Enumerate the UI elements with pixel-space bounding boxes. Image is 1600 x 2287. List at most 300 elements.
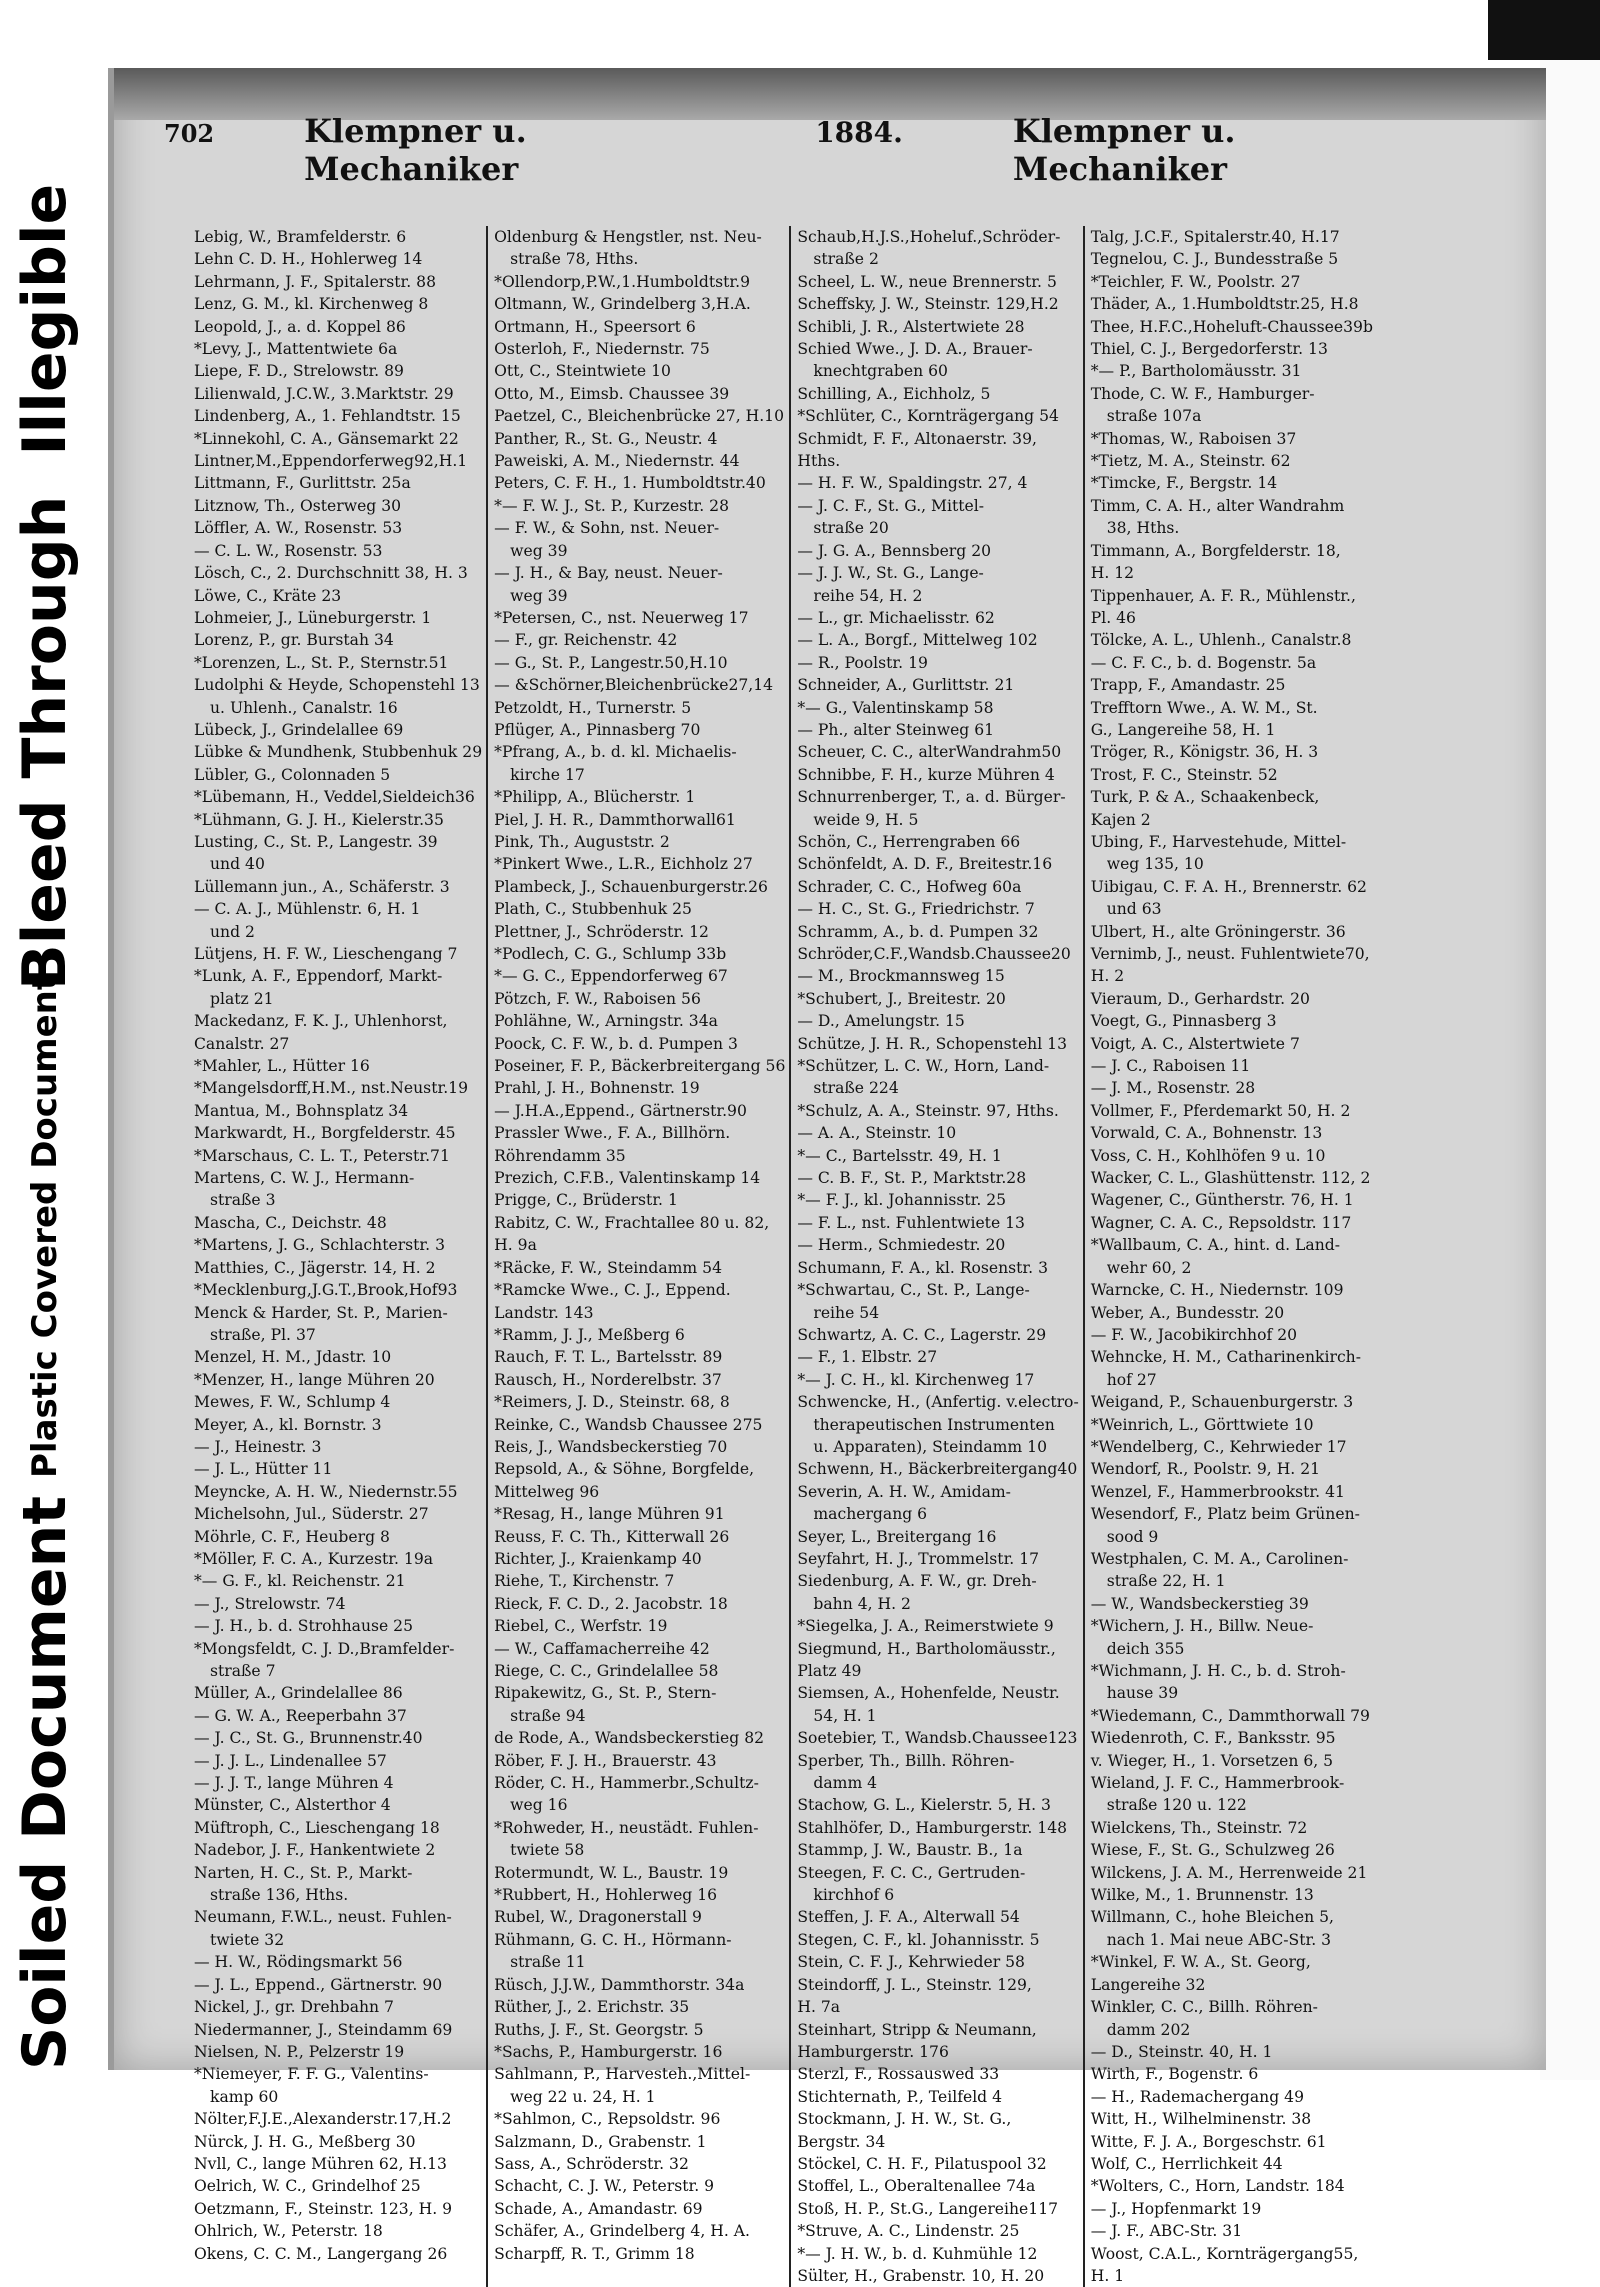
directory-entry: Talg, J.C.F., Spitalerstr.40, H.17 bbox=[1090, 228, 1340, 246]
directory-entry: Plettner, J., Schröderstr. 12 bbox=[494, 922, 709, 941]
directory-entry: Nölter,F.J.E.,Alexanderstr.17,H.2 bbox=[194, 2110, 452, 2129]
directory-entry: *Levy, J., Mattentwiete 6a bbox=[194, 340, 398, 359]
directory-entry: *Thomas, W., Raboisen 37 bbox=[1090, 429, 1297, 448]
directory-entry: Wacker, C. L., Glashüttenstr. 112, 2 bbox=[1090, 1169, 1371, 1188]
directory-entry: *Wendelberg, C., Kehrwieder 17 bbox=[1090, 1437, 1347, 1456]
directory-entry: Stachow, G. L., Kielerstr. 5, H. 3 bbox=[797, 1796, 1051, 1815]
directory-entry: Sterzl, F., Rossauswed 33 bbox=[797, 2065, 1000, 2084]
directory-entry: Lebig, W., Bramfelderstr. 6 bbox=[194, 228, 407, 246]
directory-entry: Lindenberg, A., 1. Fehlandtstr. 15 bbox=[194, 407, 461, 426]
directory-entry: *— C., Bartelsstr. 49, H. 1 bbox=[797, 1146, 1002, 1165]
directory-entry: — D., Steinstr. 40, H. 1 bbox=[1090, 2042, 1273, 2061]
directory-entry: *— G. C., Eppendorferweg 67 bbox=[494, 967, 728, 986]
directory-entry: — F. W., & Sohn, nst. Neuer- bbox=[494, 519, 720, 538]
directory-entry: Schrader, C. C., Hofweg 60a bbox=[797, 877, 1022, 896]
directory-entry: Nielsen, N. P., Pelzerstr 19 bbox=[194, 2042, 405, 2061]
directory-entry: Peters, C. F. H., 1. Humboldtstr.40 bbox=[494, 474, 766, 493]
directory-entry: Wendorf, R., Poolstr. 9, H. 21 bbox=[1090, 1460, 1321, 1479]
directory-entry: *— F. W. J., St. P., Kurzestr. 28 bbox=[494, 496, 729, 515]
directory-entry: straße 2 bbox=[813, 250, 879, 269]
directory-entry: Petzoldt, H., Turnerstr. 5 bbox=[494, 698, 692, 717]
directory-entry: Lübler, G., Colonnaden 5 bbox=[194, 765, 391, 784]
directory-entry: *Schlüter, C., Kornträgergang 54 bbox=[797, 407, 1059, 426]
directory-entry: knechtgraben 60 bbox=[813, 362, 948, 381]
directory-entry: Lorenz, P., gr. Burstah 34 bbox=[194, 631, 394, 650]
directory-entry: *Marschaus, C. L. T., Peterstr.71 bbox=[194, 1146, 450, 1165]
directory-entry: Stöckel, C. H. F., Pilatuspool 32 bbox=[797, 2154, 1047, 2173]
directory-entry: — H. F. W., Spaldingstr. 27, 4 bbox=[797, 474, 1028, 493]
directory-entry: Wiedenroth, C. F., Banksstr. 95 bbox=[1090, 1729, 1336, 1748]
directory-entry: *Lühmann, G. J. H., Kielerstr.35 bbox=[194, 810, 444, 829]
directory-entry: Markwardt, H., Borgfelderstr. 45 bbox=[194, 1124, 456, 1143]
directory-entry: *— G., Valentinskamp 58 bbox=[797, 698, 994, 717]
directory-entry: Woost, C.A.L., Kornträgergang55, bbox=[1090, 2244, 1359, 2263]
directory-entry: Tegnelou, C. J., Bundesstraße 5 bbox=[1090, 250, 1339, 269]
directory-entry: Trefftorn Wwe., A. W. M., St. bbox=[1090, 698, 1318, 717]
directory-entry: — C. L. W., Rosenstr. 53 bbox=[194, 541, 383, 560]
directory-entry: Winkler, C. C., Billh. Röhren- bbox=[1090, 1998, 1318, 2017]
directory-entry: Meyncke, A. H. W., Niedernstr.55 bbox=[194, 1482, 458, 1501]
directory-entry: Oldenburg & Hengstler, nst. Neu- bbox=[494, 228, 762, 246]
soiled-document-label: Soiled Document bbox=[10, 1495, 80, 2070]
directory-entry: kamp 60 bbox=[210, 2087, 279, 2106]
directory-entry: Rauch, F. T. L., Bartelsstr. 89 bbox=[494, 1348, 723, 1367]
directory-entry: *Siegelka, J. A., Reimerstwiete 9 bbox=[797, 1617, 1054, 1636]
directory-entry: Willmann, C., hohe Bleichen 5, bbox=[1090, 1908, 1334, 1927]
directory-entry: *Sachs, P., Hamburgerstr. 16 bbox=[494, 2042, 723, 2061]
directory-entry: *Sahlmon, C., Repsoldstr. 96 bbox=[494, 2110, 721, 2129]
directory-entry: hof 27 bbox=[1106, 1370, 1157, 1389]
directory-entry: Wagener, C., Güntherstr. 76, H. 1 bbox=[1090, 1191, 1354, 1210]
directory-entry: Oltmann, W., Grindelberg 3,H.A. bbox=[494, 295, 751, 314]
directory-entry: Hths. bbox=[797, 452, 841, 471]
directory-entry: Stoffel, L., Oberaltenallee 74a bbox=[797, 2177, 1036, 2196]
directory-entry: *Wallbaum, C. A., hint. d. Land- bbox=[1090, 1236, 1340, 1255]
directory-entry: Voigt, A. C., Alstertwiete 7 bbox=[1090, 1034, 1300, 1053]
directory-entry: Severin, A. H. W., Amidam- bbox=[797, 1482, 1011, 1501]
directory-entry: — J., Strelowstr. 74 bbox=[194, 1594, 346, 1613]
directory-entry: — &Schörner,Bleichenbrücke27,14 bbox=[494, 676, 774, 695]
directory-entry: — L., gr. Michaelisstr. 62 bbox=[797, 608, 995, 627]
directory-entry: Schacht, C. J. W., Peterstr. 9 bbox=[494, 2177, 715, 2196]
directory-entry: *Martens, J. G., Schlachterstr. 3 bbox=[194, 1236, 446, 1255]
directory-entry: — W., Caffamacherreihe 42 bbox=[494, 1639, 710, 1658]
directory-entry: Liepe, F. D., Strelowstr. 89 bbox=[194, 362, 404, 381]
directory-entry: Rabitz, C. W., Frachtallee 80 u. 82, bbox=[494, 1213, 770, 1232]
directory-entry: — H. W., Rödingsmarkt 56 bbox=[194, 1953, 403, 1972]
column-3 bbox=[797, 226, 1084, 2287]
column-2 bbox=[494, 226, 791, 2287]
directory-entry: Narten, H. C., St. P., Markt- bbox=[194, 1863, 413, 1882]
directory-entry: wehr 60, 2 bbox=[1106, 1258, 1192, 1277]
directory-entry: Pink, Th., Auguststr. 2 bbox=[494, 832, 670, 851]
directory-entry: Paetzel, C., Bleichenbrücke 27, H.10 bbox=[494, 407, 785, 426]
directory-entry: Rubel, W., Dragonerstall 9 bbox=[494, 1908, 702, 1927]
directory-entry: twiete 32 bbox=[210, 1930, 285, 1949]
directory-entry: Rüther, J., 2. Erichstr. 35 bbox=[494, 1998, 690, 2017]
directory-entry: *Lunk, A. F., Eppendorf, Markt- bbox=[194, 967, 443, 986]
directory-entry: Rieck, F. C. D., 2. Jacobstr. 18 bbox=[494, 1594, 728, 1613]
directory-entry: H. 1 bbox=[1090, 2266, 1125, 2285]
directory-entry: Sass, A., Schröderstr. 32 bbox=[494, 2154, 689, 2173]
directory-entry: Wesendorf, F., Platz beim Grünen- bbox=[1090, 1505, 1360, 1524]
directory-entry: *Tietz, M. A., Steinstr. 62 bbox=[1090, 452, 1291, 471]
directory-entry: H. 7a bbox=[797, 1998, 841, 2017]
directory-entry: Reuss, F. C. Th., Kitterwall 26 bbox=[494, 1527, 730, 1546]
directory-entry: Lehn C. D. H., Hohlerweg 14 bbox=[194, 250, 423, 269]
directory-entry: kirche 17 bbox=[510, 765, 585, 784]
directory-entry: Lintner,M.,Eppendorferweg92,H.1 bbox=[194, 452, 468, 471]
directory-entry: Müller, A., Grindelallee 86 bbox=[194, 1684, 403, 1703]
section-title-right: Klempner u. Mechaniker bbox=[1012, 112, 1236, 188]
directory-entry: Schibli, J. R., Alstertwiete 28 bbox=[797, 317, 1025, 336]
directory-entry: Löffler, A. W., Rosenstr. 53 bbox=[194, 519, 403, 538]
directory-entry: *— F. J., kl. Johannisstr. 25 bbox=[797, 1191, 1007, 1210]
directory-entry: weg 39 bbox=[510, 541, 568, 560]
directory-entry: Lusting, C., St. P., Langestr. 39 bbox=[194, 832, 438, 851]
directory-entry: Thode, C. W. F., Hamburger- bbox=[1090, 384, 1315, 403]
directory-entry: *Menzer, H., lange Mühren 20 bbox=[194, 1370, 435, 1389]
directory-entry: Mascha, C., Deichstr. 48 bbox=[194, 1213, 387, 1232]
directory-entry: Meyer, A., kl. Bornstr. 3 bbox=[194, 1415, 382, 1434]
directory-entry: Schmidt, F. F., Altonaerstr. 39, bbox=[797, 429, 1037, 448]
directory-entry: Lüllemann jun., A., Schäferstr. 3 bbox=[194, 877, 450, 896]
directory-entry: Repsold, A., & Söhne, Borgfelde, bbox=[494, 1460, 755, 1479]
directory-entry: Voss, C. H., Kohlhöfen 9 u. 10 bbox=[1090, 1146, 1326, 1165]
directory-entry: Schönfeldt, A. D. F., Breitestr.16 bbox=[797, 855, 1053, 874]
directory-entry: Witt, H., Wilhelminenstr. 38 bbox=[1090, 2110, 1312, 2129]
directory-entry: *Petersen, C., nst. Neuerweg 17 bbox=[494, 608, 749, 627]
directory-entry: Timmann, A., Borgfelderstr. 18, bbox=[1090, 541, 1341, 560]
directory-entry: sood 9 bbox=[1106, 1527, 1159, 1546]
directory-entry: Paweiski, A. M., Niedernstr. 44 bbox=[494, 452, 740, 471]
directory-entry: Nadebor, J. F., Hankentwiete 2 bbox=[194, 1841, 436, 1860]
directory-entry: Wielckens, Th., Steinstr. 72 bbox=[1090, 1818, 1308, 1837]
directory-entry: bahn 4, H. 2 bbox=[813, 1594, 911, 1613]
directory-entry: straße 120 u. 122 bbox=[1106, 1796, 1247, 1815]
directory-entry: Oetzmann, F., Steinstr. 123, H. 9 bbox=[194, 2199, 453, 2218]
directory-entry: Soetebier, T., Wandsb.Chaussee123 bbox=[797, 1729, 1078, 1748]
directory-entry: Vieraum, D., Gerhardstr. 20 bbox=[1090, 989, 1310, 1008]
directory-entry: — F. W., Jacobikirchhof 20 bbox=[1090, 1325, 1298, 1344]
directory-entry: Wieland, J. F. C., Hammerbrook- bbox=[1090, 1774, 1345, 1793]
directory-entry: straße 22, H. 1 bbox=[1106, 1572, 1226, 1591]
directory-entry: — C. B. F., St. P., Marktstr.28 bbox=[797, 1169, 1027, 1188]
directory-entry: — H., Rademachergang 49 bbox=[1090, 2087, 1304, 2106]
directory-entry: Osterloh, F., Niedernstr. 75 bbox=[494, 340, 710, 359]
directory-entry: — J. H., b. d. Strohhause 25 bbox=[194, 1617, 414, 1636]
directory-entry: Voegt, G., Pinnasberg 3 bbox=[1090, 1012, 1277, 1031]
directory-entry: Wolf, C., Herrlichkeit 44 bbox=[1090, 2154, 1283, 2173]
directory-entry: *Reimers, J. D., Steinstr. 68, 8 bbox=[494, 1393, 730, 1412]
directory-entry: Tröger, R., Königstr. 36, H. 3 bbox=[1090, 743, 1319, 762]
directory-entry: Siemsen, A., Hohenfelde, Neustr. bbox=[797, 1684, 1060, 1703]
directory-entry: Wenzel, F., Hammerbrookstr. 41 bbox=[1090, 1482, 1345, 1501]
directory-entry: therapeutischen Instrumenten bbox=[813, 1415, 1055, 1434]
directory-entry: Thiel, C. J., Bergedorferstr. 13 bbox=[1090, 340, 1328, 359]
directory-entry: Röder, C. H., Hammerbr.,Schultz- bbox=[494, 1774, 759, 1793]
directory-entry: *Niemeyer, F. F. G., Valentins- bbox=[194, 2065, 429, 2084]
directory-entry: u. Apparaten), Steindamm 10 bbox=[813, 1437, 1047, 1456]
directory-entry: Lenz, G. M., kl. Kirchenweg 8 bbox=[194, 295, 429, 314]
directory-entry: Wehncke, H. M., Catharinenkirch- bbox=[1090, 1348, 1361, 1367]
directory-entry: machergang 6 bbox=[813, 1505, 928, 1524]
directory-entry: Vorwald, C. A., Bohnenstr. 13 bbox=[1090, 1124, 1323, 1143]
directory-entry: Oelrich, W. C., Grindelhof 25 bbox=[194, 2177, 421, 2196]
directory-entry: Ruths, J. F., St. Georgstr. 5 bbox=[494, 2020, 704, 2039]
directory-entry: Schwartz, A. C. C., Lagerstr. 29 bbox=[797, 1325, 1047, 1344]
directory-entry: Uibigau, C. F. A. H., Brennerstr. 62 bbox=[1090, 877, 1367, 896]
directory-entry: — H. C., St. G., Friedrichstr. 7 bbox=[797, 900, 1035, 919]
directory-entry: Seyfahrt, H. J., Trommelstr. 17 bbox=[797, 1549, 1040, 1568]
directory-entry: Stahlhöfer, D., Hamburgerstr. 148 bbox=[797, 1818, 1068, 1837]
illegible-label: Illegible bbox=[10, 183, 80, 456]
directory-entry: Prahl, J. H., Bohnenstr. 19 bbox=[494, 1079, 700, 1098]
directory-entry: Thäder, A., 1.Humboldtstr.25, H.8 bbox=[1090, 295, 1359, 314]
directory-entry: Plath, C., Stubbenhuk 25 bbox=[494, 900, 692, 919]
directory-entry: — J. F., ABC-Str. 31 bbox=[1090, 2222, 1243, 2241]
section-title: Klempner u. Mechaniker bbox=[304, 112, 527, 188]
directory-entry: Lütjens, H. F. W., Lieschengang 7 bbox=[194, 945, 458, 963]
directory-entry: Littmann, F., Gurlittstr. 25a bbox=[194, 474, 411, 493]
directory-entry: Möhrle, C. F., Heuberg 8 bbox=[194, 1527, 390, 1546]
directory-entry: Menzel, H. M., Jdastr. 10 bbox=[194, 1348, 392, 1367]
directory-entry: straße, Pl. 37 bbox=[210, 1325, 316, 1344]
directory-entry: Siegmund, H., Bartholomäusstr., bbox=[797, 1639, 1056, 1658]
directory-entry: — J. J. T., lange Mühren 4 bbox=[194, 1774, 394, 1793]
directory-entry: Litznow, Th., Osterweg 30 bbox=[194, 496, 402, 515]
directory-entry: damm 4 bbox=[813, 1774, 878, 1793]
directory-entry: — R., Poolstr. 19 bbox=[797, 653, 928, 672]
directory-entry: Martens, C. W. J., Hermann- bbox=[194, 1169, 415, 1188]
directory-entry: Poock, C. F. W., b. d. Pumpen 3 bbox=[494, 1034, 738, 1053]
directory-entry: *Schubert, J., Breitestr. 20 bbox=[797, 989, 1006, 1008]
directory-entry: straße 136, Hths. bbox=[210, 1886, 349, 1905]
directory-entry: damm 202 bbox=[1106, 2020, 1191, 2039]
directory-entry: — J. L., Hütter 11 bbox=[194, 1460, 333, 1479]
directory-entry: *Wolters, C., Horn, Landstr. 184 bbox=[1090, 2177, 1345, 2196]
directory-entry: Schnibbe, F. H., kurze Mühren 4 bbox=[797, 765, 1055, 784]
directory-entry: Scheel, L. W., neue Brennerstr. 5 bbox=[797, 272, 1057, 291]
directory-entry: *Schwartau, C., St. P., Lange- bbox=[797, 1281, 1030, 1300]
directory-entry: Bergstr. 34 bbox=[797, 2132, 886, 2151]
directory-entry: Steinhart, Stripp & Neumann, bbox=[797, 2020, 1037, 2039]
directory-entry: — J. J. W., St. G., Lange- bbox=[797, 564, 984, 583]
directory-entry: und 2 bbox=[210, 922, 255, 941]
directory-entry: Schröder,C.F.,Wandsb.Chaussee20 bbox=[797, 945, 1071, 963]
directory-entry: Scheuer, C. C., alterWandrahm50 bbox=[797, 743, 1062, 762]
directory-entry: *Wiedemann, C., Dammthorwall 79 bbox=[1090, 1706, 1370, 1725]
directory-entry: — F. L., nst. Fuhlentwiete 13 bbox=[797, 1213, 1025, 1232]
directory-entry: Mantua, M., Bohnsplatz 34 bbox=[194, 1101, 409, 1120]
directory-entry: Stein, C. F. J., Kehrwieder 58 bbox=[797, 1953, 1025, 1972]
directory-entry: Schütze, J. H. R., Schopenstehl 13 bbox=[797, 1034, 1068, 1053]
directory-entry: u. Uhlenh., Canalstr. 16 bbox=[210, 698, 398, 717]
directory-entry: Schneider, A., Gurlittstr. 21 bbox=[797, 676, 1015, 695]
directory-entry: *Struve, A. C., Lindenstr. 25 bbox=[797, 2222, 1020, 2241]
directory-entry: — C. F. C., b. d. Bogenstr. 5a bbox=[1090, 653, 1317, 672]
directory-entry: *Teichler, F. W., Poolstr. 27 bbox=[1090, 272, 1301, 291]
directory-entry: *Rohweder, H., neustädt. Fuhlen- bbox=[494, 1818, 759, 1837]
directory-entry: *Mongsfeldt, C. J. D.,Bramfelder- bbox=[194, 1639, 455, 1658]
directory-entry: Münster, C., Alsterthor 4 bbox=[194, 1796, 391, 1815]
directory-entry: straße 107a bbox=[1106, 407, 1202, 426]
directory-entry: Mewes, F. W., Schlump 4 bbox=[194, 1393, 391, 1412]
directory-entry: straße 94 bbox=[510, 1706, 586, 1725]
directory-entry: Riebel, C., Werfstr. 19 bbox=[494, 1617, 668, 1636]
directory-entry: Schwenn, H., Bäckerbreitergang40 bbox=[797, 1460, 1078, 1479]
directory-entry: Westphalen, C. M. A., Carolinen- bbox=[1090, 1549, 1349, 1568]
directory-entry: *Mecklenburg,J.G.T.,Brook,Hof93 bbox=[194, 1281, 458, 1300]
directory-entry: — J. J. L., Lindenallee 57 bbox=[194, 1751, 387, 1770]
directory-entry: *Lorenzen, L., St. P., Sternstr.51 bbox=[194, 653, 449, 672]
directory-entry: Schied Wwe., J. D. A., Brauer- bbox=[797, 340, 1033, 359]
directory-entry: Steffen, J. F. A., Alterwall 54 bbox=[797, 1908, 1020, 1927]
directory-entry: — J. L., Eppend., Gärtnerstr. 90 bbox=[194, 1975, 443, 1994]
directory-entry: Scharpff, R. T., Grimm 18 bbox=[494, 2244, 695, 2263]
directory-entry: hause 39 bbox=[1106, 1684, 1179, 1703]
directory-entry: Prassler Wwe., F. A., Billhörn. bbox=[494, 1124, 731, 1143]
directory-entry: — M., Brockmannsweg 15 bbox=[797, 967, 1005, 986]
directory-entry: *— P., Bartholomäusstr. 31 bbox=[1090, 362, 1302, 381]
directory-entry: Schumann, F. A., kl. Rosenstr. 3 bbox=[797, 1258, 1048, 1277]
directory-entry: Vernimb, J., neust. Fuhlentwiete70, bbox=[1090, 945, 1370, 963]
directory-entry: *Podlech, C. G., Schlump 33b bbox=[494, 945, 727, 963]
document-quality-stamp bbox=[10, 184, 80, 990]
directory-entry: deich 355 bbox=[1106, 1639, 1185, 1658]
directory-entry: *Lübemann, H., Veddel,Sieldeich36 bbox=[194, 788, 475, 807]
directory-entry: Panther, R., St. G., Neustr. 4 bbox=[494, 429, 718, 448]
directory-entry: Wilckens, J. A. M., Herrenweide 21 bbox=[1090, 1863, 1368, 1882]
directory-entry: Rausch, H., Norderelbstr. 37 bbox=[494, 1370, 722, 1389]
directory-entry: Steegen, F. C. C., Gertruden- bbox=[797, 1863, 1026, 1882]
directory-entry: *Resag, H., lange Mühren 91 bbox=[494, 1505, 725, 1524]
directory-entry: Pötzch, F. W., Raboisen 56 bbox=[494, 989, 701, 1008]
directory-entry: Scheffsky, J. W., Steinstr. 129,H.2 bbox=[797, 295, 1059, 314]
directory-entry: Riehe, T., Kirchenstr. 7 bbox=[494, 1572, 675, 1591]
directory-entry: Otto, M., Eimsb. Chaussee 39 bbox=[494, 384, 730, 403]
directory-entry: Canalstr. 27 bbox=[194, 1034, 290, 1053]
directory-entry: Lohmeier, J., Lüneburgerstr. 1 bbox=[194, 608, 432, 627]
directory-entry: Poseiner, F. P., Bäckerbreitergang 56 bbox=[494, 1057, 786, 1076]
directory-entry: 38, Hths. bbox=[1106, 519, 1180, 538]
directory-entry: — A. A., Steinstr. 10 bbox=[797, 1124, 957, 1143]
directory-entry: *Ollendorp,P.W.,1.Humboldtstr.9 bbox=[494, 272, 751, 291]
directory-entry: reihe 54 bbox=[813, 1303, 880, 1322]
directory-entry: kirchhof 6 bbox=[813, 1886, 895, 1905]
directory-columns bbox=[194, 226, 1373, 2285]
directory-entry: — Ph., alter Steinweg 61 bbox=[797, 720, 995, 739]
directory-entry: Röber, F. J. H., Brauerstr. 43 bbox=[494, 1751, 717, 1770]
directory-entry: *Schulz, A. A., Steinstr. 97, Hths. bbox=[797, 1101, 1059, 1120]
scan-edge-right bbox=[1540, 60, 1600, 2080]
directory-entry: Nvll, C., lange Mühren 62, H.13 bbox=[194, 2154, 447, 2173]
bleed-through-label: Bleed Through bbox=[10, 495, 80, 990]
directory-entry: Stegen, C. F., kl. Johannisstr. 5 bbox=[797, 1930, 1040, 1949]
directory-entry: Menck & Harder, St. P., Marien- bbox=[194, 1303, 448, 1322]
directory-entry: Ott, C., Steintwiete 10 bbox=[494, 362, 671, 381]
directory-entry: Wiese, F., St. G., Schulzweg 26 bbox=[1090, 1841, 1335, 1860]
directory-entry: straße 3 bbox=[210, 1191, 276, 1210]
directory-entry: Ulbert, H., alte Gröningerstr. 36 bbox=[1090, 922, 1346, 941]
scan-edge-top-right bbox=[1488, 0, 1600, 60]
directory-entry: Hamburgerstr. 176 bbox=[797, 2042, 949, 2061]
directory-entry: — J. C., Raboisen 11 bbox=[1090, 1057, 1251, 1076]
directory-entry: *Wichern, J. H., Billw. Neue- bbox=[1090, 1617, 1314, 1636]
directory-entry: Stockmann, J. H. W., St. G., bbox=[797, 2110, 1012, 2129]
directory-entry: de Rode, A., Wandsbeckerstieg 82 bbox=[494, 1729, 765, 1748]
directory-entry: Lösch, C., 2. Durchschnitt 38, H. 3 bbox=[194, 564, 468, 583]
directory-entry: Weber, A., Bundesstr. 20 bbox=[1090, 1303, 1285, 1322]
directory-entry: Trost, F. C., Steinstr. 52 bbox=[1090, 765, 1278, 784]
directory-entry: Prigge, C., Brüderstr. 1 bbox=[494, 1191, 678, 1210]
directory-entry: *Ramm, J. J., Meßberg 6 bbox=[494, 1325, 685, 1344]
directory-entry: Sahlmann, P., Harvesteh.,Mittel- bbox=[494, 2065, 751, 2084]
page-header bbox=[164, 112, 1414, 188]
plastic-covered-label: Plastic Covered Document bbox=[25, 973, 65, 1478]
directory-entry: H. 9a bbox=[494, 1236, 537, 1255]
directory-entry: *— G. F., kl. Reichenstr. 21 bbox=[194, 1572, 406, 1591]
directory-entry: weg 135, 10 bbox=[1106, 855, 1204, 874]
directory-entry: — Herm., Schmiedestr. 20 bbox=[797, 1236, 1006, 1255]
directory-entry: Langereihe 32 bbox=[1090, 1975, 1206, 1994]
directory-entry: Prezich, C.F.B., Valentinskamp 14 bbox=[494, 1169, 761, 1188]
directory-entry: — C. A. J., Mühlenstr. 6, H. 1 bbox=[194, 900, 421, 919]
directory-entry: Leopold, J., a. d. Koppel 86 bbox=[194, 317, 406, 336]
directory-entry: Mittelweg 96 bbox=[494, 1482, 600, 1501]
document-condition-stamp bbox=[10, 974, 80, 2070]
directory-entry: und 63 bbox=[1106, 900, 1162, 919]
directory-entry: — G. W. A., Reeperbahn 37 bbox=[194, 1706, 407, 1725]
directory-entry: und 40 bbox=[210, 855, 265, 874]
directory-entry: Michelsohn, Jul., Süderstr. 27 bbox=[194, 1505, 429, 1524]
directory-entry: H. 12 bbox=[1090, 564, 1135, 583]
directory-entry: straße 78, Hths. bbox=[510, 250, 639, 269]
directory-entry: H. 2 bbox=[1090, 967, 1125, 986]
directory-entry: Schaub,H.J.S.,Hoheluf.,Schröder- bbox=[797, 228, 1061, 246]
directory-entry: Rüsch, J.J.W., Dammthorstr. 34a bbox=[494, 1975, 745, 1994]
directory-entry: Reinke, C., Wandsb Chaussee 275 bbox=[494, 1415, 763, 1434]
directory-entry: *Weinrich, L., Görttwiete 10 bbox=[1090, 1415, 1314, 1434]
directory-entry: Tölcke, A. L., Uhlenh., Canalstr.8 bbox=[1090, 631, 1352, 650]
directory-entry: straße 7 bbox=[210, 1662, 276, 1680]
directory-entry: *Timcke, F., Bergstr. 14 bbox=[1090, 474, 1278, 493]
directory-entry: nach 1. Mai neue ABC-Str. 3 bbox=[1106, 1930, 1332, 1949]
directory-entry: *Wichmann, J. H. C., b. d. Stroh- bbox=[1090, 1662, 1346, 1680]
directory-entry: *Mangelsdorff,H.M., nst.Neustr.19 bbox=[194, 1079, 468, 1098]
directory-entry: Plambeck, J., Schauenburgerstr.26 bbox=[494, 877, 768, 896]
directory-entry: — J.H.A.,Eppend., Gärtnerstr.90 bbox=[494, 1101, 747, 1120]
directory-entry: Stichternath, P., Teilfeld 4 bbox=[797, 2087, 1003, 2106]
directory-entry: Lilienwald, J.C.W., 3.Marktstr. 29 bbox=[194, 384, 454, 403]
year: 1884. bbox=[815, 116, 903, 149]
directory-entry: — W., Wandsbeckerstieg 39 bbox=[1090, 1594, 1309, 1613]
directory-entry: Turk, P. & A., Schaakenbeck, bbox=[1090, 788, 1320, 807]
directory-entry: Thee, H.F.C.,Hoheluft-Chaussee39b bbox=[1090, 317, 1373, 336]
directory-entry: Rotermundt, W. L., Baustr. 19 bbox=[494, 1863, 729, 1882]
directory-entry: *Mahler, L., Hütter 16 bbox=[194, 1057, 370, 1076]
directory-entry: — J. M., Rosenstr. 28 bbox=[1090, 1079, 1256, 1098]
directory-entry: Ortmann, H., Speersort 6 bbox=[494, 317, 696, 336]
directory-entry: Siedenburg, A. F. W., gr. Dreh- bbox=[797, 1572, 1037, 1591]
directory-entry: weg 39 bbox=[510, 586, 568, 605]
directory-entry: — J. C. F., St. G., Mittel- bbox=[797, 496, 985, 515]
directory-entry: — J. G. A., Bennsberg 20 bbox=[797, 541, 992, 560]
directory-entry: Neumann, F.W.L., neust. Fuhlen- bbox=[194, 1908, 452, 1927]
directory-entry: *— J. C. H., kl. Kirchenweg 17 bbox=[797, 1370, 1035, 1389]
directory-entry: — J., Hopfenmarkt 19 bbox=[1090, 2199, 1262, 2218]
directory-entry: Matthies, C., Jägerstr. 14, H. 2 bbox=[194, 1258, 436, 1277]
